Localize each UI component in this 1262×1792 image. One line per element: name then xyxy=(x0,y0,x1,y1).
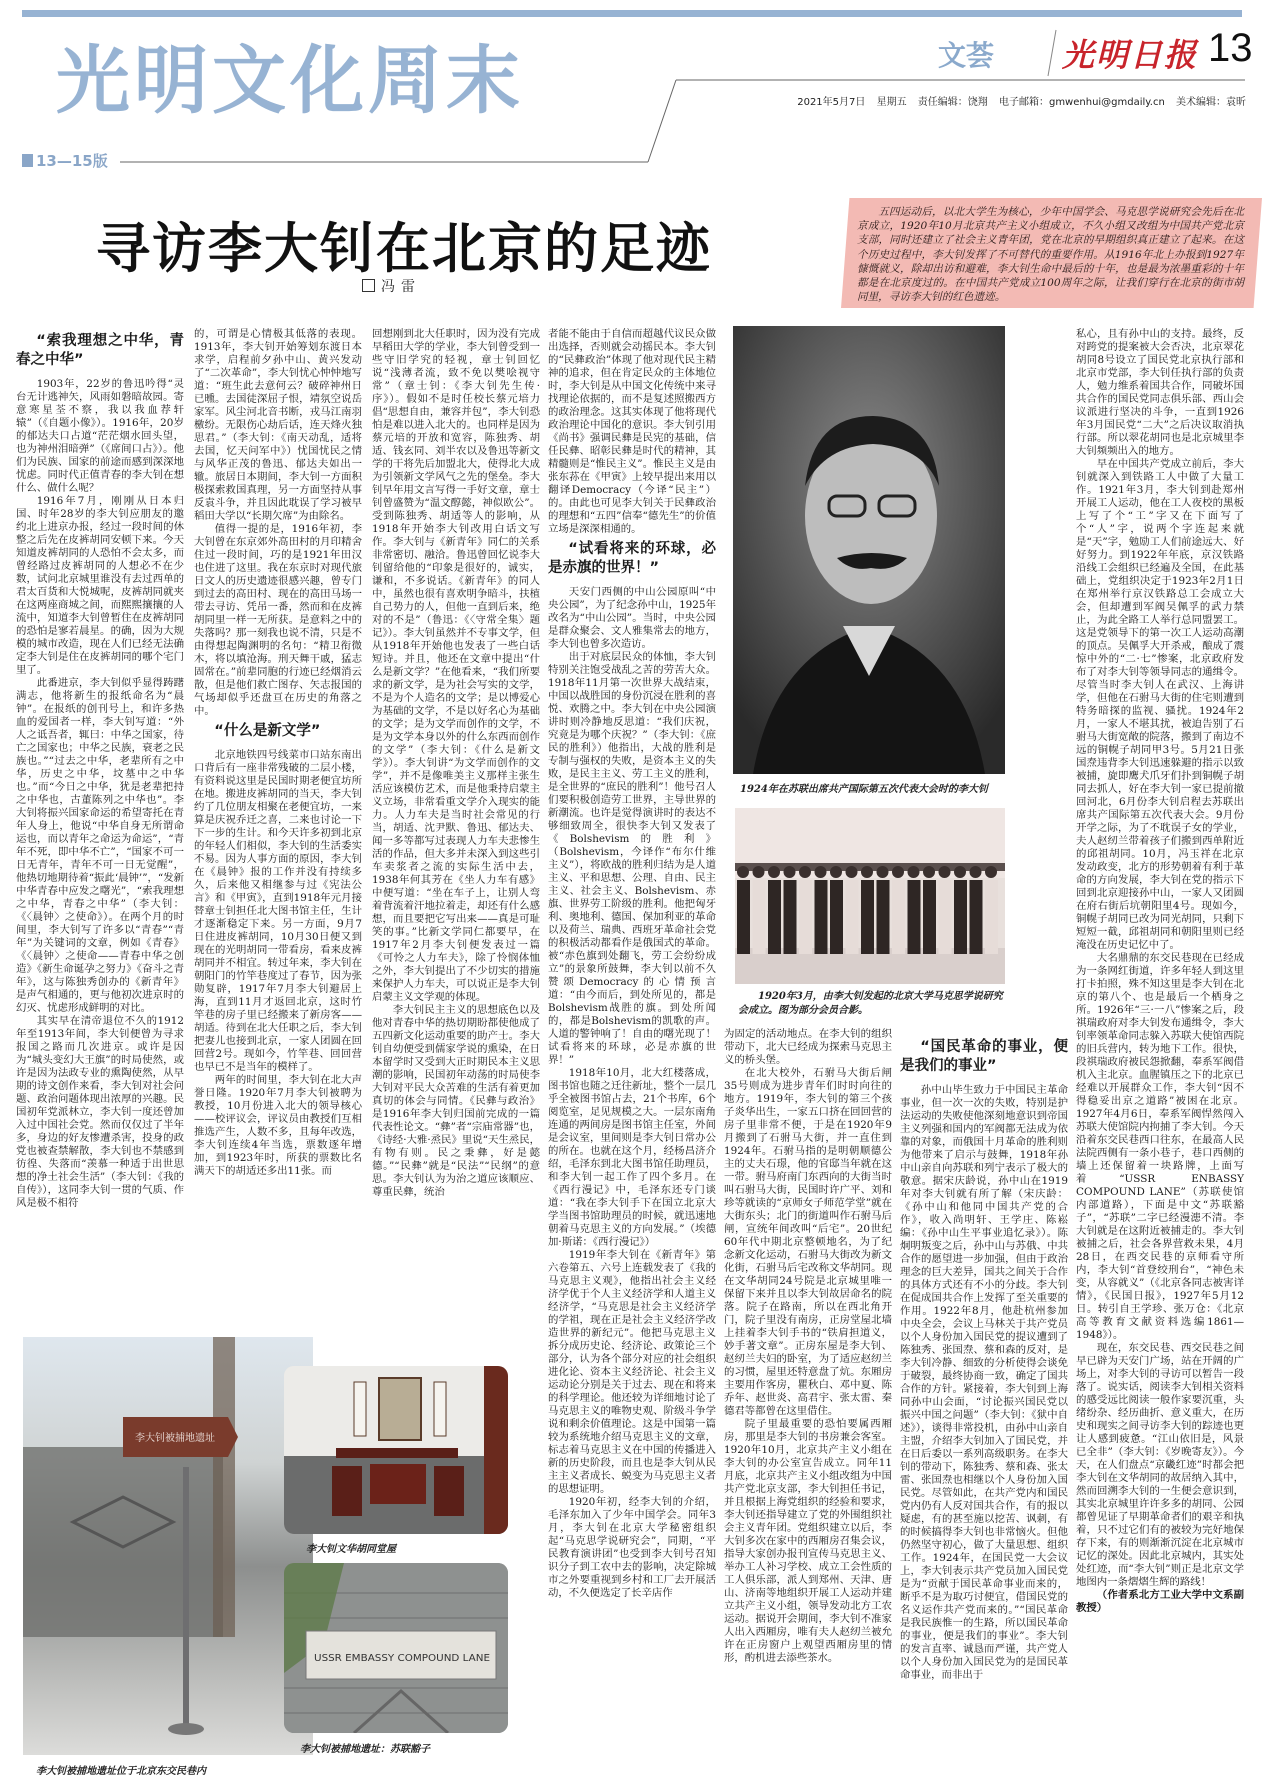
group-member-figure xyxy=(861,880,874,954)
paragraph: 出于对底层民众的体恤，李大钊特别关注饱受战乱之苦的劳苦大众。1918年11月第一次世界大战结束，中国以战胜国的身份沉浸在胜利的喜悦、欢腾之中。李大钊在中央公园演讲时则冷静地反思道：“我们庆祝，究竟是为哪个庆祝？”（李大钊：《庶民的胜利》）他指出，大战的胜利是专制与强权的失败，是资本主义的失败，是民主主义、劳工主义的胜利，是全世界的“庶民的胜利”！他号召人们要积极创造劳工世界，主导世界的新潮流。也许是觉得演讲时的表达不够细致周全，很快李大钊又发表了《Bolshevism的胜利》（Bolshevism，今译作“布尔什维主义”），将欧战的胜利归结为是人道主义、平和思想、公理、自由、民主主义、社会主义、Bolshevism、赤旗、世界劳工阶级的胜利。他把匈牙利、奥地利、德国、保加利亚的革命以及荷兰、瑞典、西班牙革命社会党的积极活动都看作是俄国式的革命。被“赤色旗到处翻飞，劳工会纷纷成立”的景象所鼓舞，李大钊以前不久赞颂Democracy的心情预言道：“由今而后，到处所见的，都是Bolshevism战胜的旗。到处所闻的，都是Bolshevism的凯歌的声。人道的警钟响了！自由的曙光现了！试看将来的环球，必是赤旗的世界！” xyxy=(548,651,716,1066)
group-member-figure xyxy=(768,880,781,954)
section-heading: “索我理想之中华，青春之中华” xyxy=(16,333,184,368)
paragraph: 1919年李大钊在《新青年》第六卷第五、六号上连载发表了《我的马克思主义观》，他指出社会主义经济学优于个人主义经济学和人道主义经济学，“马克思是社会主义经济学的学祖，现在正是社会主义经济学改造世界的新纪元”。他把马克思主义拆分成历史论、经济论、政策论三个部分，认为各个部分对应的社会组织进化论、资本主义经济论、社会主义运动论分别是关于过去、现在和将来的科学理论。他还较为详细地讨论了马克思主义的唯物史观、阶级斗争学说和剩余价值理论。这是中国第一篇较为系统地介绍马克思主义的文章，标志着马克思主义在中国的传播进入新的历史阶段，而且也是李大钊从民主主义者成长、蜕变为马克思主义者的思想证明。 xyxy=(548,1249,716,1495)
paragraph: 大名鼎鼎的东交民巷现在已经成为一条网红街道，许多年轻人到这里打卡拍照，殊不知这里是李大钊在北京的第八个、也是最后一个栖身之所。1926年“三·一八”惨案之后，段祺瑞政府对李大钊发布通缉令，李大钊率领革命同志躲入苏联大使馆西院的旧兵营内，转为地下工作。很快，段祺瑞政府被民怨掀翻，奉系军阀借机入主北京。血腥镇压之下的北京已经难以开展群众工作，李大钊“因不得稳妥出京之道路”被困在北京。1927年4月6日，奉系军阀悍然闯入苏联大使馆院内拘捕了李大钊。今天沿着东交民巷西口往东，在最高人民法院西侧有一条小巷子，巷口西侧的墙上还保留着一块路牌，上面写着“USSR ENBASSY COMPOUND LANE”（苏联使馆内部道路），下面是中文“苏联豁子”，“苏联”二字已经漫漶不清。李大钊就是在这附近被捕走的。李大钊被捕之后，社会各界营救未果，4月28日，在西交民巷的京师看守所内，李大钊“首登绞刑台”，“神色未变，从容就义”（《北京各同志被害详情》，《民国日报》，1927年5月12日。转引自王学珍、张万仓：《北京高等教育文献资料选编1861—1948》）。 xyxy=(1076,952,1244,1341)
paragraph: 私心，且有孙中山的支持。最终，反对跨党的提案被大会否决，北京翠花胡同8号设立了国民党北京执行部和北京市党部，李大钊任执行部的负责人，勉力维系着国共合作，同破坏国共合作的国民党同志俱乐部、西山会议派进行坚决的斗争，一直到1926年3月国民党“二大”之后决议取消执行部。所以翠花胡同也是北京城里李大钊频频出入的地方。 xyxy=(1076,328,1244,457)
portrait-caption: 1924年在苏联出席共产国际第五次代表大会时的李大钊 xyxy=(740,784,988,795)
plaque-photo xyxy=(284,1563,508,1733)
sign-text: 李大钊被捕地遗址 xyxy=(135,1433,215,1444)
sign-photo-caption: 李大钊被捕地遗址位于北京东交民巷内 xyxy=(36,1766,206,1777)
group-member-head xyxy=(830,866,842,878)
paragraph: 1920年初，经李大钊的介绍，毛泽东加入了少年中国学会。同年3月，李大钊在北京大学秘密组织起“马克思学说研究会”，同期，“平民教育演讲团”也受到李大钊号召知识分子到工农中去的影响，决定除城市之外要重视到乡村和工厂去开展活动，不久便选定了长辛店作 xyxy=(548,1496,716,1599)
group-member-figure xyxy=(908,880,921,954)
group-member-head xyxy=(799,866,811,878)
article-column-3 xyxy=(372,328,540,1199)
article-title: 寻访李大钊在北京的足迹 xyxy=(96,217,712,280)
newspaper-logo: 光明日报 xyxy=(1062,36,1199,74)
group-member-head xyxy=(985,866,997,878)
group-member-figure xyxy=(815,880,828,954)
paragraph: 1903年，22岁的鲁迅吟得“灵台无计逃神矢，风雨如磐暗故园。寄意寒星荃不察，我以我血荐轩辕”（《自题小像》）。1916年，20岁的郁达夫口占道“茫茫烟水回头望，也为神州泪暗弹”（《席间口占》）。他们为民族、国家的前途而感到深深地忧虑。同时代正值青春的李大钊在想什么、做什么呢？ xyxy=(16,378,184,494)
group-member-figure xyxy=(799,880,812,954)
group-member-head xyxy=(970,866,982,878)
group-member-figure xyxy=(970,880,983,954)
group-member-head xyxy=(768,866,780,878)
plaque-caption: 李大钊被捕地遗址：苏联豁子 xyxy=(300,1744,430,1755)
paragraph: 为固定的活动地点。在李大钊的组织带动下，北大已经成为探索马克思主义的桥头堡。 xyxy=(724,1028,892,1066)
group-member-head xyxy=(939,866,951,878)
section-heading: “国民革命的事业，便是我们的事业” xyxy=(900,1039,1068,1074)
article-column-5 xyxy=(724,1028,892,1665)
paragraph: 现在，东交民巷、西交民巷之间早已辟为天安门广场，站在开阔的广场上，对李大钊的寻访可以暂告一段落了。说实话，阅读李大钊相关资料的感受远比阅读一般作家要沉重，头绪纷杂、经历曲折、意义重大，在历史和现实之间寻访李大钊的踪迹也更让人感到疲惫。“江山依旧是，风景已全非”（李大钊：《岁晚寄友》）。今天，在人们盘点“京畿红迹”时都会把李大钊在文华胡同的故居纳入其中，然而回溯李大钊的一生便会意识到，其实北京城里许许多多的胡同、公园都曾见证了早期革命者们的艰辛和执着，只不过它们有的被较为完好地保存下来，有的则渐渐沉淀在北京城市记忆的深处。因此北京城内，其实处处红迹，而“李大钊”则正是北京文学地图内一条熠熠生辉的路线！ xyxy=(1076,1342,1244,1588)
group-photo-caption: 1920年3月，由李大钊发起的北京大学马克思学说研究会成立。图为部分会员合影。 xyxy=(738,991,1003,1016)
hall-photo xyxy=(284,1366,508,1534)
paragraph: 李大钊民主主义的思想底色以及他对青春中华的热切期盼都使他成了五四新文化运动重要的助产士。李大钊自幼便受到儒家学说的熏染，在日本留学时又受到大正时期民本主义思潮的影响，民国初年动荡的时局使李大钊对平民大众苦难的生活有着更加真切的体会与同情。《民彝与政治》是1916年李大钊归国前完成的一篇代表性论文。“彝”者“宗庙常器”也，《诗经·大雅·烝民》里说“天生烝民，有物有则。民之秉彝，好是懿德。”“民彝”就是“民法”“民纲”的意思。李大钊认为为治之道应该顺应、尊重民彝，统治 xyxy=(372,1004,540,1198)
group-member-head xyxy=(877,866,889,878)
group-member-figure xyxy=(846,880,859,954)
group-member-figure xyxy=(892,880,905,954)
group-member-head xyxy=(892,866,904,878)
article-column-4 xyxy=(548,328,716,1600)
paragraph: 在北大校外，石驸马大街后闸35号则成为进步青年们时时向往的地方。1919年，李大钊的第三个孩子炎华出生，一家五口挤在回回营的房子里非常不便，于是在1920年9月搬到了石驸马大街，并一直住到1924年。石驸马指的是明朝顺德公主的丈夫石璟，他的官邸当年就在这一带。驸马府南门东西向的大街当时叫石驸马大街，民国时许广平、刘和珍等就读的“京师女子师范学堂”就在大街东头；北门的街道叫作石驸马后闸，宣统年间改叫“后宅”。20世纪60年代中期北京整顿地名，为了纪念新文化运动，石驸马大街改为新文化街，石驸马后宅改称文华胡同。现在文华胡同24号院是北京城里唯一保留下来并且以李大钊故居命名的院落。院子在路南，所以在西北角开门，院子里没有南房，正房堂屋北墙上挂着李大钊手书的“铁肩担道义，妙手著文章”。正房东屋是李大钊、赵纫兰夫妇的卧室，为了适应赵纫兰的习惯，屋里还特意盘了炕。东厢房主要用作客房，瞿秋白、邓中夏、陈乔年、赵世炎、高君宇、张太雷、秦德君等都曾在这里借住。 xyxy=(724,1067,892,1417)
group-member-head xyxy=(815,866,827,878)
group-member-figure xyxy=(954,880,967,954)
author-note: （作者系北方工业大学中文系副教授） xyxy=(1076,1589,1244,1614)
paragraph: 北京地铁四号线菜市口站东南出口背后有一座非常残破的二层小楼，有资料说这里是民国时期老便宜坊所在地。搬进皮裤胡同的当天，李大钊约了几位朋友相聚在老便宜坊，一来算是庆祝乔迁之喜，二来也讨论一下下一步的生计。和今天许多初到北京的年轻人们相似，李大钊的生活委实不易。因为人事方面的原因，李大钊在《晨钟》报的工作并没有持续多久，后来他又相继参与过《宪法公言》和《甲寅》，直到1918年元月接替章士钊担任北大图书馆主任，生计才逐渐稳定下来。另一方面，9月7日住进皮裤胡同，10月30日便又到现在的光明胡同一带看房，看来皮裤胡同并不相宜。转过年来，李大钊在朝阳门的竹竿巷度过了春节，因为张勋复辟，1917年7月李大钊避居上海，直到11月才返回北京，这时竹竿巷的房子里已经搬来了新房客——胡适。待到在北大任职之后，李大钊把妻儿也接到北京，一家人团圆在回回营2号。现如今，竹竿巷、回回营也早已不是当年的模样了。 xyxy=(194,749,362,1073)
paragraph: 天安门西侧的中山公园原叫“中央公园”，为了纪念孙中山，1925年改名为“中山公园”。当时，中央公园是群众聚会、文人雅集常去的地方，李大钊也曾多次造访。 xyxy=(548,586,716,650)
group-member-head xyxy=(908,866,920,878)
article-column-1 xyxy=(16,328,184,1210)
section-name: 文荟 xyxy=(938,39,995,72)
article-column-6 xyxy=(900,1034,1068,1682)
paragraph: 院子里最重要的恐怕要属西厢房，那里是李大钊的书房兼会客室。1920年10月，北京共产主义小组在李大钊的办公室宣告成立。同年11月底，北京共产主义小组改组为中国共产党北京支部，李大钊担任书记，并且根据上海党组织的经验和要求，李大钊还指导建立了党的外围组织社会主义青年团。党组织建立以后，李大钊多次在家中的西厢房召集会议，指导大家创办报刊宣传马克思主义、举办工人补习学校、成立工会性质的工人俱乐部，派人到郑州、天津、唐山、济南等地组织开展工人运动并建立共产主义小组，领导发动北方工农运动。据说开会期间，李大钊不准家人出入西厢房，唯有夫人赵纫兰被允许在正房窗户上观望西厢房里的情形，酌机进去添些茶水。 xyxy=(724,1418,892,1664)
group-member-head xyxy=(923,866,935,878)
group-member-head xyxy=(784,866,796,878)
intro-text: 五四运动后，以北大学生为核心，少年中国学会、马克思学说研究会先后在北京成立，1920年10月北京共产主义小组成立，不久小组又改组为中国共产党北京支部，同时还建立了社会主义青年团，党在北京的早期组织真正建立了起来。在这个历史过程中，李大钊发挥了不可替代的重要作用。从1916年北上办报到1927年慷慨就义，除却出访和避难，李大钊生命中最后的十年，也是最为浓墨重彩的十年都是在北京度过的。在中国共产党成立100周年之际，让我们穿行在北京的街市胡同里，寻访李大钊的红色遗迹。 xyxy=(857,206,1244,304)
group-member-head xyxy=(861,866,873,878)
section-heading: “什么是新文学” xyxy=(214,723,321,739)
editor-email: 电子邮箱：gmwenhui@gmdaily.cn xyxy=(998,97,1165,108)
page-number: 13 xyxy=(1208,26,1253,70)
plaque-text: USSR EMBASSY COMPOUND LANE xyxy=(314,1653,490,1664)
issue-date: 2021年5月7日 xyxy=(797,97,866,108)
page-range-label: 13—15版 xyxy=(36,152,108,170)
author-name: 冯雷 xyxy=(381,279,421,295)
paragraph: 此番进京，李大钊似乎显得踌躇满志，他将新生的报纸命名为“晨钟”。在报纸的创刊号上，和许多热血的爱国者一样，李大钊写道：“外人之诋吾者，辄曰：中华之国家，待亡之国家也；中华之民族，衰老之民族也。”“过去之中华，老辈所有之中华，历史之中华，坟墓中之中华也。”而“今日之中华，犹是老辈把持之中华也，古董陈列之中华也”。李大钊将振兴国家命运的希望寄托在青年人身上，他说“中华自身无所谓命运也，而以青年之命运为命运”，“青年不死，即中华不亡”，“国家不可一日无青年，青年不可一日无觉醒”，他热切地期待着“振此‘晨钟’”，“发新中华青春中应发之曙光”，“索我理想之中华，青春之中华”（李大钊：《〈晨钟〉之使命》）。在两个月的时间里，李大钊写了许多以“青春”“青年”为关键词的文章，例如《青春》《〈晨钟〉之使命——青春中华之创造》《新生命诞孕之努力》《奋斗之青年》，这与陈独秀创办的《新青年》是声气相通的，更与他初次进京时的幻灭、忧虑形成鲜明的对比。 xyxy=(16,677,185,1014)
group-member-head xyxy=(753,866,765,878)
responsible-editor: 责任编辑：饶翔 xyxy=(917,97,988,108)
group-member-figure xyxy=(877,880,890,954)
header-rule xyxy=(0,0,1262,180)
paragraph: 1916年7月，刚刚从日本归国、时年28岁的李大钊应朋友的邀约北上进京办报，经过一段时间的休整之后先在皮裤胡同安顿下来。今天知道皮裤胡同的人恐怕不会太多，而曾经路过皮裤胡同的人想必不在少数，试问北京城里谁没有去过西单的君太百货和大悦城呢，皮裤胡同就夹在这两座商城之间，而熙熙攘攘的人流中，知道李大钊曾暂住在皮裤胡同的恐怕是寥若晨星。的确，因为大规模的城市改造，现在人们已经无法确定李大钊是住在皮裤胡同的哪个宅门里了。 xyxy=(16,495,184,676)
group-member-figure xyxy=(939,880,952,954)
paragraph: 值得一提的是，1916年初，李大钊曾在东京郊外高田村的月印精舍住过一段时间，巧的是1921年田汉也住进了这里。我在东京时对现代旅日文人的历史遗迹很感兴趣，曾专门到过去的高田村、现在的高田马场一带去寻访、凭吊一番，然而和在皮裤胡同里一样一无所获。是意料之中的失落吗？那一刻我也说不清，只是不由得想起陶渊明的名句：“精卫衔微木，将以填沧海。刑天舞干戚，猛志固常在。”前辈同胞的行迹已经烟消云散，但是他们救亡图存、矢志报国的气场却似乎还盘亘在历史的角落之中。 xyxy=(194,523,362,717)
group-member-figure xyxy=(784,880,797,954)
paragraph: 回想刚到北大任职时，因为没有完成早稻田大学的学业，李大钊曾受到一些守旧学究的轻视，章士钊回忆说“浅薄者流，致不免以樊哙视守常”（章士钊：《李大钊先生传·序》）。假如不是时任校长蔡元培力倡“思想自由，兼容并包”，李大钊恐怕是难以进入北大的。也同样是因为蔡元培的开放和宽容，陈独秀、胡适、钱玄同、刘半农以及鲁迅等新文学的干将先后加盟北大，使得北大成为引领新文学风气之先的堡垒。李大钊早年用文言写得一手好文章，章士钊曾盛赞为“温文醇懿，神似欧公”。受到陈独秀、胡适等人的影响，从1918年开始李大钊改用白话文写作。李大钊与《新青年》同仁的关系非常密切、融洽。鲁迅曾回忆说李大钊留给他的“印象是很好的，诚实，谦和，不多说话。《新青年》的同人中，虽然也很有喜欢明争暗斗，扶植自己势力的人，但他一直到后来，绝对的不是”（鲁迅：《〈守常全集〉题记》）。李大钊虽然并不专事文学，但从1918年开始他也发表了一些白话短诗。并且，他还在文章中提出“什么是新文学？”在他看来，“我们所要求的新文学，是为社会写实的文学，不是为个人造名的文学；是以博爱心为基础的文学，不是以好名心为基础的文学；是为文学而创作的文学，不是为文学本身以外的什么东西而创作的文学”（李大钊：《什么是新文学》）。李大钊讲“为文学而创作的文学”，并不是像唯美主义那样主张生活应该模仿艺术，而是他秉持启蒙主义立场，非常看重文学介入现实的能力。人力车夫是当时社会常见的行当，胡适、沈尹默、鲁迅、郁达夫、闻一多等都写过表现人力车夫悲惨生活的作品，但大多并未深入到这些引车卖浆者之流的实际生活中去，1938年何其芳在《坐人力车有感》中便写道：“坐在车子上，让别人弯着背流着汗地拉着走，却还有什么感想，而且要把它写出来——真是可耻笑的事。”比新文学同仁都要早，在1917年2月李大钊便发表过一篇《可怜之人力车夫》，除了怜悯体恤之外，李大钊提出了不少切实的措施来保护人力车夫，可以说正是李大钊启蒙主义文学观的体现。 xyxy=(372,328,540,1003)
byline-box-icon xyxy=(362,279,375,292)
group-member-head xyxy=(954,866,966,878)
group-member-head xyxy=(846,866,858,878)
section-heading: “试看将来的环球，必是赤旗的世界！” xyxy=(548,541,716,576)
issue-weekday: 星期五 xyxy=(876,97,907,108)
paragraph: 1918年10月，北大红楼落成，图书馆也随之迁往新址，整个一层几乎全被图书馆占去，21个书库，6个阅览室，足见规模之大。一层东南角连通的两间房是图书馆主任室，外间是会议室，里间则是李大钊日常办公的所在。也就在这个月，经杨昌济介绍，毛泽东到北大图书馆任助理员，和李大钊一起工作了四个多月。在《西行漫记》中，毛泽东还专门谈道：“我在李大钊手下在国立北京大学当图书馆助理员的时候，就迅速地朝着马克思主义的方向发展。”（埃德加·斯诺：《西行漫记》） xyxy=(548,1067,716,1248)
group-photo xyxy=(735,808,1005,984)
supplement-brand: 光明文化周末 xyxy=(56,38,524,124)
article-intro xyxy=(841,198,1262,308)
paragraph: 两年的时间里，李大钊在北大声誉日隆。1920年7月李大钊被聘为教授，10月份进入北大的领导核心——校评议会，评议员由教授们互相推选产生，人数不多，且每年改选，李大钊连续4年当选，票数逐年增加，到1923年时，所获的票数比名满天下的胡适还多出11张。而 xyxy=(194,1074,362,1177)
byline xyxy=(362,276,421,296)
paragraph: 者能不能由于自信而超越代议民众做出选择，否则就会动摇民本。李大钊的“民彝政治”体现了他对现代民主精神的追求，但在肯定民众的主体地位时，李大钊是从中国文化传统中来寻找理论依据的，而不是复述照搬西方的政治理念。这其实体现了他将现代政治理论中国化的意识。李大钊引用《尚书》强调民彝是民宪的基础，信任民彝、昭彰民彝是时代的精神，其精髓则是“惟民主义”。惟民主义是由张东荪在《甲寅》上较早提出来用以翻译Democracy（今译“民主”）的。由此也可见李大钊关于民彝政治的理想和“五四”信奉“德先生”的价值立场是深深相通的。 xyxy=(548,328,716,535)
paragraph: 的，可谓是心情极其低落的表现。1913年，李大钊开始筹划东渡日本求学，启程前夕孙中山、黄兴发动了“二次革命”，李大钊忧心忡忡地写道：“班生此去意何云？破碎神州日已曛。去国徒深屈子恨，靖氛空说岳家军。风尘河北音书断，戎马江南羽檄纷。无限伤心劫后话，连天烽火独思君。”（李大钊：《南天动乱，适将去国，忆天问军中》）忧国忧民之情与风华正茂的鲁迅、郁达夫如出一辙。旅居日本期间，李大钊一方面积极探索救国真理，另一方面坚持从事反袁斗争，并且因此耽误了学习被早稻田大学以“长期欠席”为由除名。 xyxy=(194,328,362,522)
group-member-figure xyxy=(753,880,766,954)
dateline xyxy=(797,93,1246,108)
arrest-site-sign-photo xyxy=(23,1337,313,1755)
paragraph: 早在中国共产党成立前后，李大钊就深入到铁路工人中做了大量工作。1921年3月，李大钊到赴郑州开展工人运动，他在工人夜校的黑板上写了个“工”字又在下面写了个“人”字，说两个字连起来就是“天”字，勉励工人们前途远大、好好努力。到1922年年底，京汉铁路沿线工会组织已经遍及全国，在此基础上，党组织决定于1923年2月1日在郑州举行京汉铁路总工会成立大会，但却遭到军阀吴佩孚的武力禁止，为此全路工人举行总同盟罢工。这是党领导下的第一次工人运动高潮的顶点。吴佩孚大开杀戒，酿成了震惊中外的“二·七”惨案，北京政府发布了对李大钊等领导同志的通缉令。尽管当时李大钊人在武汉、上海讲学，但他在石驸马大街的住宅则遭到特务暗探的监视、骚扰。1924年2月，一家人不堪其扰，被迫告别了石驸马大街宽敞的院落，搬到了南边不远的铜幌子胡同甲3号。5月21日张国焘违背李大钊迅速躲避的指示以致被捕，旋即鹰犬爪牙们扑到铜幌子胡同去抓人，好在李大钊一家已提前撤回河北，6月份李大钊启程去苏联出席共产国际第五次代表大会。9月份开学之际，为了不耽误子女的学业，夫人赵纫兰带着孩子们搬到西单附近的邱祖胡同。10月，冯玉祥在北京发动政变，北方的形势朝着有利于革命的方向发展，李大钊在党的指示下回到北京迎接孙中山，一家人又团圆在府右街后坑朝阳里4号。现如今，铜幌子胡同已改为同光胡同，只剩下短短一截，邱祖胡同和朝阳里则已经淹没在历史记忆中了。 xyxy=(1076,458,1244,951)
paragraph: 其实早在清帝退位不久的1912年至1913年间，李大钊便曾为寻求报国之路而几次进京。或许是因为“城头变幻大王旗”的时局使然，或许是因为法政专业的熏陶使然，从早期的诗文创作来看，李大钊对社会问题、政治问题体现出浓厚的兴趣。民国初年党派林立，李大钊一度还曾加入过中国社会党。然而仅仅过了半年多，身边的好友惨遭杀害，投身的政党也被查禁解散，李大钊也不禁感到彷徨、失落而“羡慕一种适于出世思想的净土社会生活”（李大钊：《我的自传》），这同李大钊一贯的气质、作风是极不相符 xyxy=(16,1015,184,1209)
group-member-figure xyxy=(737,880,750,954)
hall-caption: 李大钊文华胡同堂屋 xyxy=(306,1544,396,1555)
portrait-photo xyxy=(733,326,1005,774)
paragraph: 孙中山毕生致力于中国民主革命事业，但一次一次的失败，特别是护法运动的失败使他深刻地意识到帝国主义列强和国内的军阀都无法成为依靠的对象，而俄国十月革命的胜利则为他带来了启示与鼓舞，1918年孙中山亲自向苏联和列宁表示了极大的敬意。据宋庆龄说，孙中山在1919年对李大钊就有所了解（宋庆龄：《孙中山和他同中国共产党的合作》，收入尚明轩、王学庄、陈崧编：《孙中山生平事业追忆录》）。陈炯明叛变之后，孙中山与苏俄、中共合作的愿望进一步加强，但由于政治理念的巨大差异，国共之间关于合作的具体方式还有不小的分歧。李大钊在促成国共合作上发挥了至关重要的作用。1922年8月，他赴杭州参加中央全会，会议上马林关于共产党员以个人身份加入国民党的提议遭到了陈独秀、张国焘、蔡和森的反对，是李大钊冷静、细致的分析使得会谈免于破裂，最终协商一致，确定了国共合作的方针。紧接着，李大钊到上海同孙中山会面，“讨论振兴国民党以振兴中国之问题”（李大钊：《狱中自述》），谈得非常投机，由孙中山亲自主盟，介绍李大钊加入了国民党，并在日后委以一系列高级职务。在李大钊的带动下，陈独秀、蔡和森、张太雷、张国焘也相继以个人身份加入国民党。尽管如此，在共产党内和国民党内仍有人反对国共合作，有的报以疑虑，有的甚至施以挖苦、讽刺，有的时候搞得李大钊也非常恼火。但他仍然坚守初心，做了大量思想、组织工作。1924年，在国民党一大会议上，李大钊表示共产党员加入国民党是为“贡献于国民革命事业而来的，断乎不是为取巧讨便宜，借国民党的名义运作共产党而来的。”“国民革命是我民族惟一的生路，所以国民革命的事业，便是我们的事业”。李大钊的发言直率、诚恳而严谨，共产党人以个人身份加入国民党为的是国民革命事业，而非出于 xyxy=(900,1084,1068,1681)
art-editor: 美术编辑：袁昕 xyxy=(1176,97,1246,108)
group-member-figure xyxy=(830,880,843,954)
article-column-2 xyxy=(194,328,362,1178)
group-member-figure xyxy=(923,880,936,954)
article-column-7 xyxy=(1076,328,1244,1615)
group-member-head xyxy=(737,866,749,878)
group-member-figure xyxy=(985,880,998,954)
